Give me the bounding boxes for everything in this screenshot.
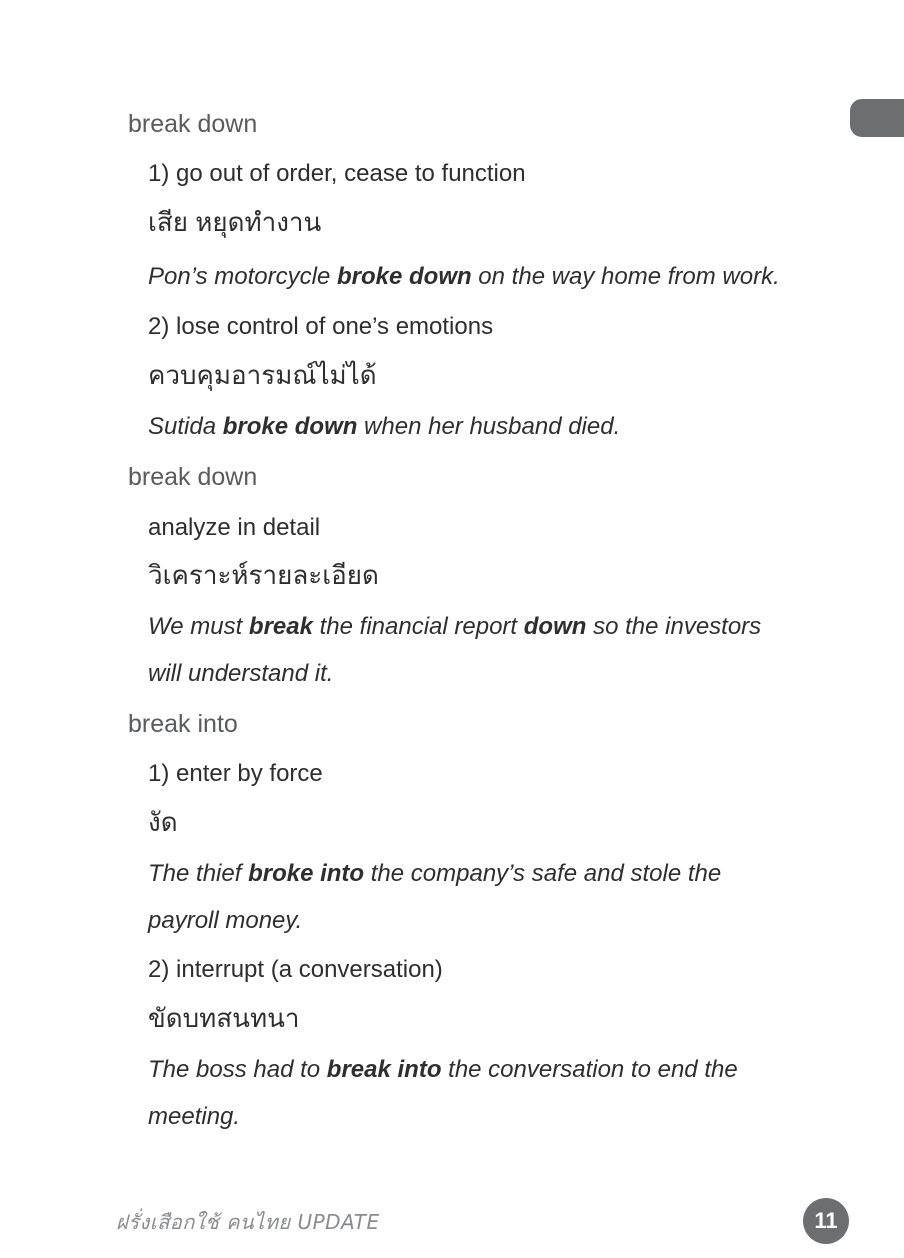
definition: 1) go out of order, cease to function — [148, 160, 526, 187]
example-sentence — [148, 859, 721, 889]
example-text: the financial report — [312, 613, 524, 640]
example-continuation: payroll money. — [148, 907, 303, 934]
thai-translation: ขัดบทสนทนา — [148, 1003, 300, 1033]
example-continuation: will understand it. — [148, 660, 334, 687]
example-text: We must — [148, 613, 249, 640]
example-text: The thief — [148, 860, 249, 887]
example-keyword: broke down — [336, 263, 472, 290]
book-title: ฝรั่งเสือกใช้ คนไทย UPDATE — [116, 1210, 380, 1234]
definition: analyze in detail — [148, 514, 321, 541]
example-sentence — [148, 412, 620, 442]
thai-translation: วิเคราะห์รายละเอียด — [148, 560, 379, 590]
example-text: on the way home from work. — [471, 263, 780, 290]
example-text: Pon’s motorcycle — [148, 263, 337, 290]
example-sentence — [148, 1055, 738, 1085]
example-text: so the investors — [586, 613, 762, 640]
example-text: Sutida — [148, 413, 223, 440]
example-text: the company’s safe and stole the — [364, 860, 722, 887]
headword: break down — [128, 110, 258, 138]
definition: 2) interrupt (a conversation) — [148, 956, 443, 983]
definition: 2) lose control of one’s emotions — [148, 313, 494, 340]
example-text: when her husband died. — [357, 413, 621, 440]
example-keyword: down — [523, 613, 587, 640]
thai-translation: ควบคุมอารมณ์ไม่ได้ — [148, 360, 377, 390]
example-keyword: break into — [326, 1056, 442, 1083]
page-number-badge: 11 — [803, 1198, 849, 1244]
headword: break into — [128, 710, 238, 738]
example-sentence — [148, 612, 761, 642]
example-continuation: meeting. — [148, 1103, 241, 1130]
example-keyword: broke down — [222, 413, 358, 440]
example-text: the conversation to end the — [441, 1056, 738, 1083]
headword: break down — [128, 463, 258, 491]
chapter-tab-marker — [850, 99, 904, 137]
example-keyword: broke into — [248, 860, 365, 887]
thai-translation: เสีย หยุดทำงาน — [148, 207, 322, 237]
example-text: The boss had to — [148, 1056, 327, 1083]
example-sentence — [148, 262, 780, 292]
example-keyword: break — [248, 613, 313, 640]
thai-translation: งัด — [148, 807, 178, 837]
definition: 1) enter by force — [148, 760, 323, 787]
